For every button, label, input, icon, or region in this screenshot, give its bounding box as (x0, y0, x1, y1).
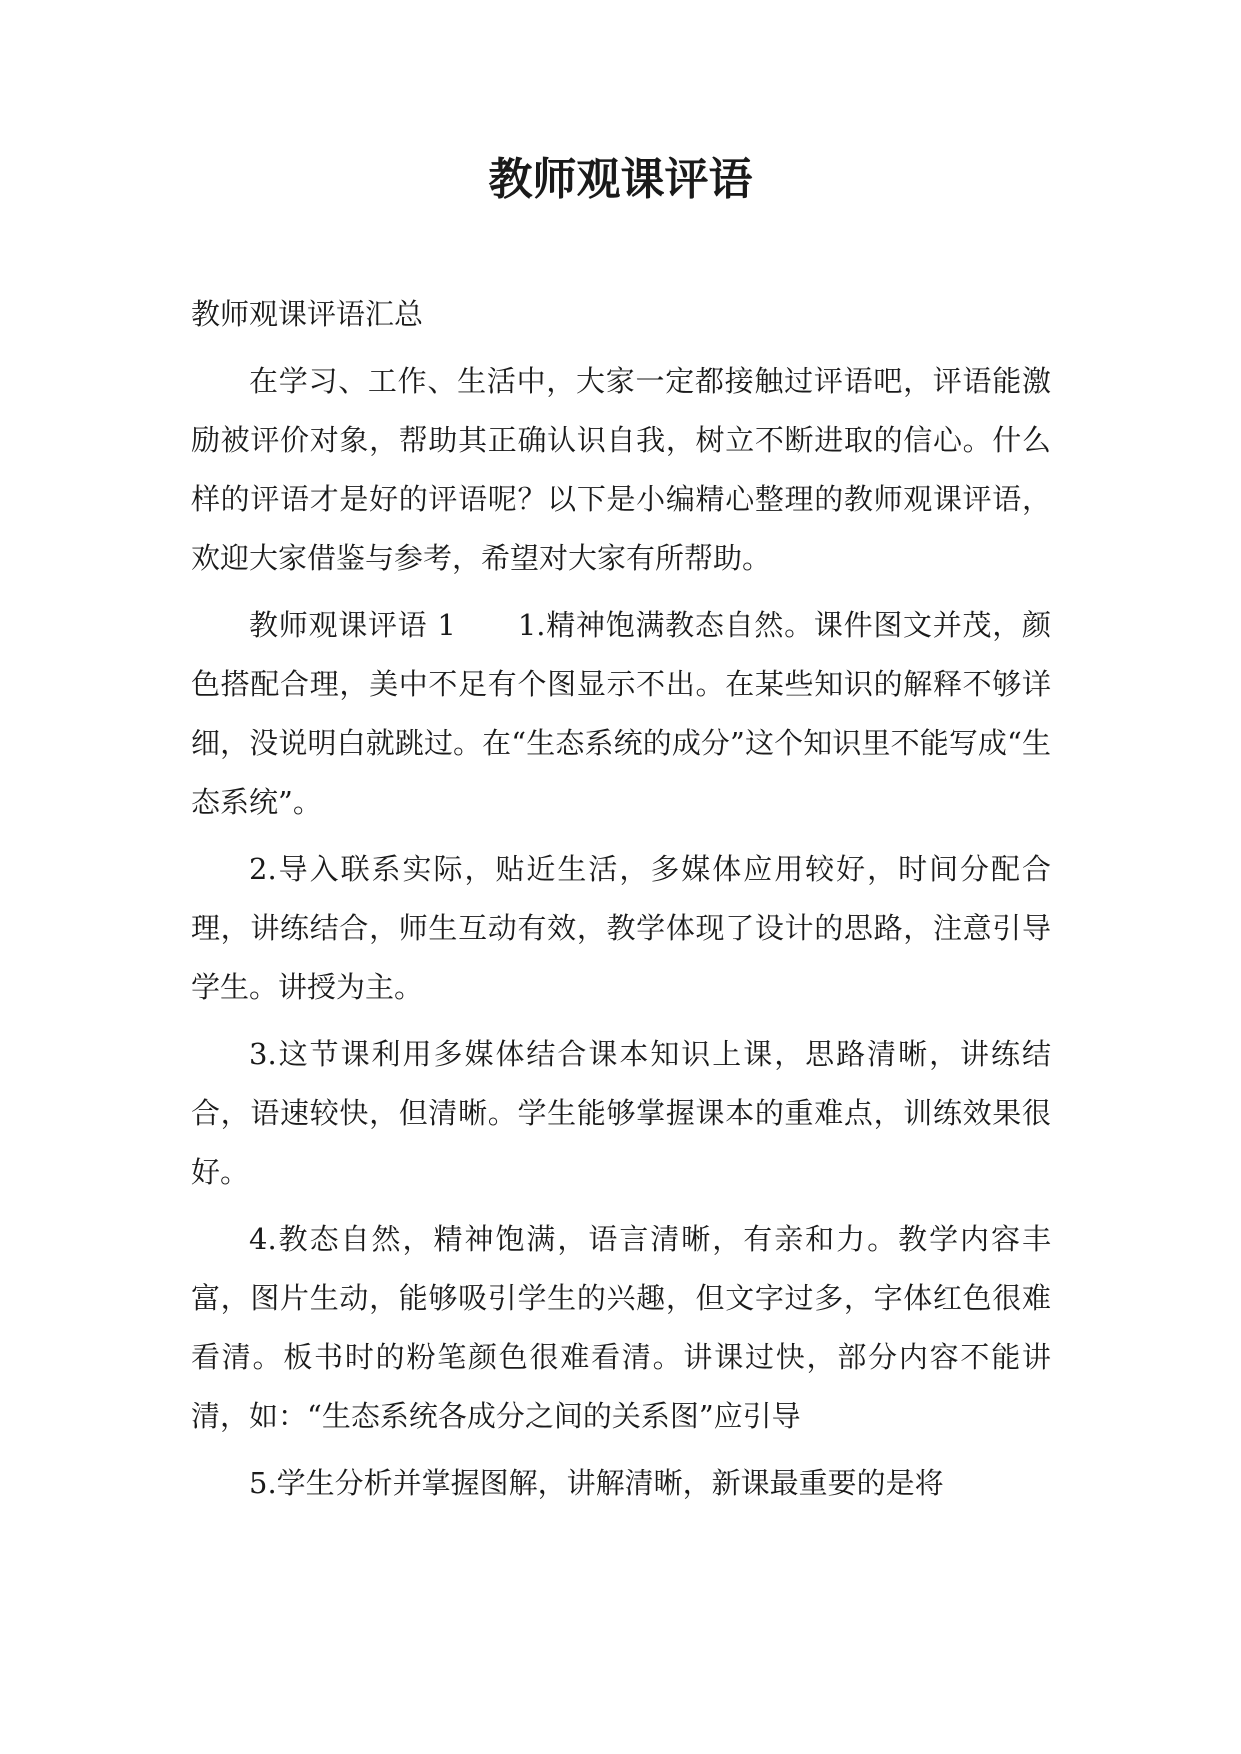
document-body (191, 285, 1051, 1521)
comment-paragraph-5: 5.学生分析并掌握图解，讲解清晰，新课最重要的是将 (249, 1466, 944, 1500)
comment-paragraph-4: 4.教态自然，精神饱满，语言清晰，有亲和力。教学内容丰富，图片生动，能够吸引学生的兴趣，但文字过多，字体红色很难看清。板书时的粉笔颜色很难看清。讲课过快，部分内容不能讲清，如：“生态系统各成分之间的关系图”应引导 (191, 1222, 1051, 1433)
comment-paragraph-1 (191, 596, 1051, 832)
section-label: 教师观课评语 1 (249, 608, 456, 642)
intro-paragraph: 在学习、工作、生活中，大家一定都接触过评语吧，评语能激励被评价对象，帮助其正确认识自我，树立不断进取的信心。什么样的评语才是好的评语呢？以下是小编精心整理的教师观课评语，欢迎大家借鉴与参考，希望对大家有所帮助。 (191, 364, 1051, 575)
comment-item-1: 1.精神饱满教态自然。课件图文并茂，颜色搭配合理，美中不足有个图显示不出。在某些知识的解释不够详细，没说明白就跳过。在“生态系统的成分”这个知识里不能写成“生态系统”。 (191, 608, 1052, 819)
comment-paragraph-3: 3.这节课利用多媒体结合课本知识上课，思路清晰，讲练结合，语速较快，但清晰。学生能够掌握课本的重难点，训练效果很好。 (191, 1037, 1051, 1189)
document-title: 教师观课评语 (488, 154, 753, 205)
section-heading: 教师观课评语汇总 (191, 297, 424, 331)
comment-paragraph-2: 2.导入联系实际，贴近生活，多媒体应用较好，时间分配合理，讲练结合，师生互动有效，教学体现了设计的思路，注意引导学生。讲授为主。 (191, 852, 1051, 1004)
